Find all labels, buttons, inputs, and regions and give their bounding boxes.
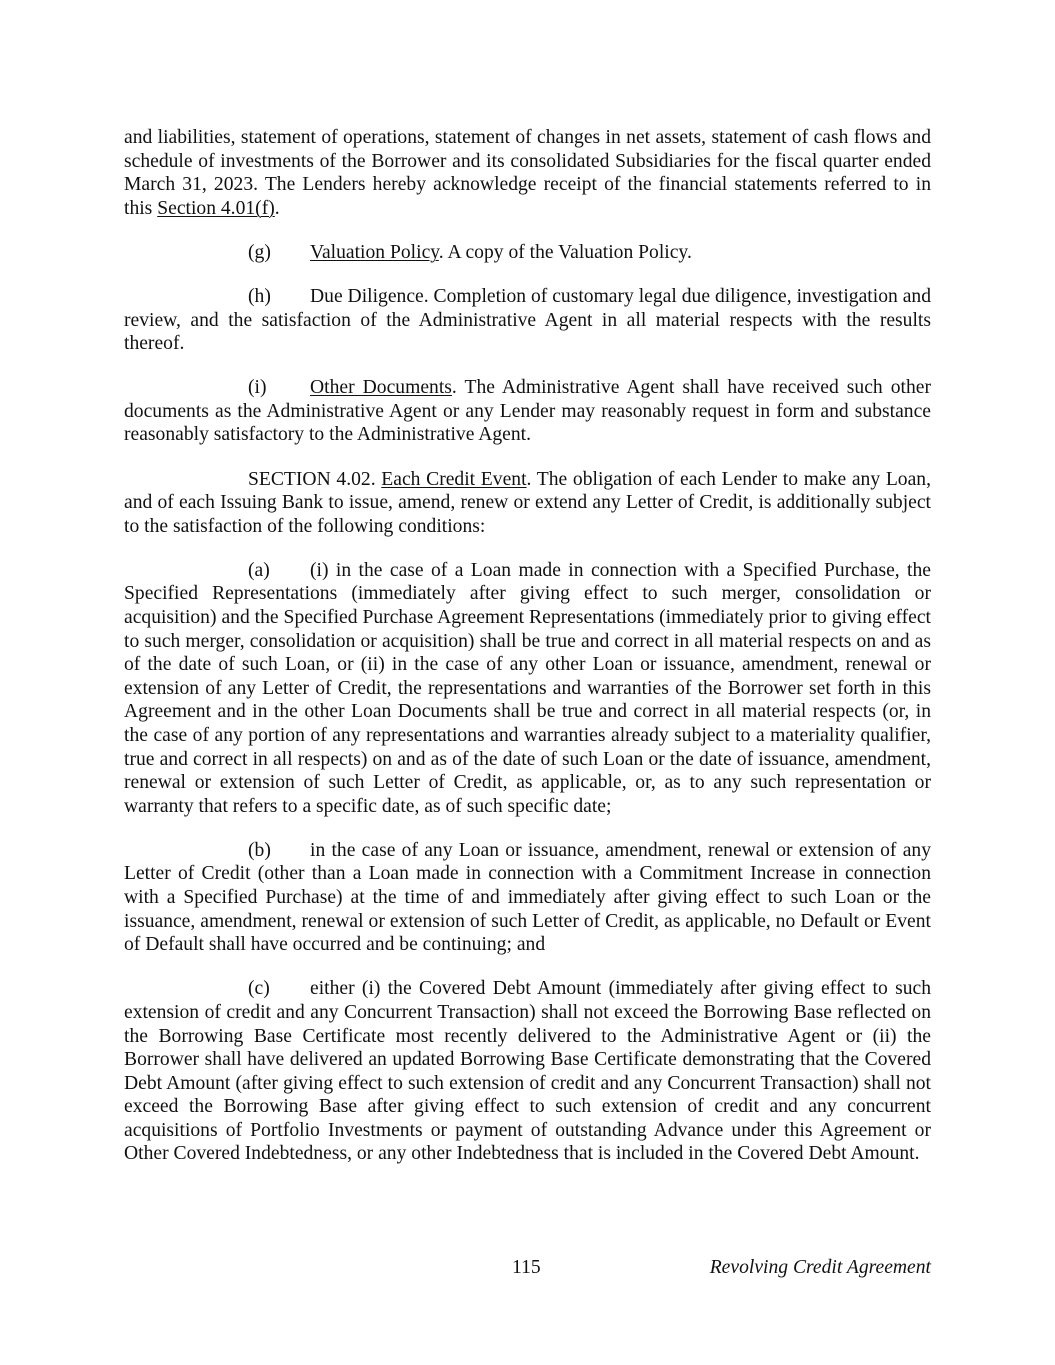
section-reference-link: Section 4.01(f) bbox=[157, 197, 275, 219]
section-heading: Each Credit Event bbox=[381, 468, 527, 490]
page-footer bbox=[124, 1256, 931, 1280]
document-title: Revolving Credit Agreement bbox=[709, 1257, 931, 1278]
section-number: SECTION 4.02. bbox=[248, 468, 382, 490]
paragraph-text: and liabilities, statement of operations, statement of changes in net assets, statement of cash flows and schedule of investments of the Borrower and its consolidated Subsidiaries for the fiscal quarter ended March 31, 2023. The Lenders hereby acknowledge receipt of the financial statements referred to in this bbox=[124, 127, 931, 219]
clause-label: (a) bbox=[248, 559, 270, 581]
clause-heading: Other Documents bbox=[310, 377, 452, 399]
clause-label: (i) bbox=[248, 377, 267, 399]
section-4-02-each-credit-event bbox=[124, 468, 931, 539]
clause-text: . A copy of the Valuation Policy. bbox=[438, 241, 692, 263]
clause-label: (g) bbox=[248, 241, 271, 263]
clause-label: (c) bbox=[248, 978, 270, 1000]
clause-heading: Valuation Policy bbox=[310, 241, 439, 263]
clause-g-valuation-policy bbox=[124, 241, 931, 265]
clause-text: in the case of any Loan or issuance, amendment, renewal or extension of any Letter of Credit (other than a Loan made in connection with a Commitment Increase in connection with a Specified Purchase) at the time of and immediately after giving effect to such Loan or the issuance, amendment, renewal or extension of such Letter of Credit, as applicable, no Default or Event of Default shall have occurred and be continuing; and bbox=[124, 839, 931, 956]
clause-h-due-diligence bbox=[124, 285, 931, 356]
clause-text: . The Administrative Agent shall have received such other documents as the Administrative Agent or any Lender may reasonably request in form and substance reasonably satisfactory to the Administrative Agent. bbox=[124, 377, 931, 446]
clause-b-no-default bbox=[124, 839, 931, 957]
clause-label: (h) bbox=[248, 285, 271, 307]
paragraph-tail: . bbox=[274, 197, 280, 219]
clause-text: Due Diligence. Completion of customary legal due diligence, investigation and review, and the satisfaction of the Administrative Agent in all material respects with the results thereof. bbox=[124, 285, 931, 355]
paragraph-financial-statements bbox=[124, 126, 931, 220]
document-page bbox=[124, 126, 931, 1187]
clause-a-representations bbox=[124, 559, 931, 819]
clause-text: (i) in the case of a Loan made in connection with a Specified Purchase, the Specified Representations (immediately after giving effect to such merger, consolidation or acquisition) and the Specified Purchase Agreement Representations (immediately prior to giving effect to such merger, consolidation or acquisition) shall be true and correct in all material respects on and as of the date of such Loan, or (ii) in the case of any other Loan or issuance, amendment, renewal or extension of any Letter of Credit, the representations and warranties of the Borrower set forth in this Agreement and in the other Loan Documents shall be true and correct in all material respects (or, in the case of any portion of any representations and warranties already subject to a materiality qualifier, true and correct in all respects) on and as of the date of such Loan or the date of issuance, amendment, renewal or extension of such Letter of Credit, as applicable, or, as to any such representation or warranty that refers to a specific date, as of such specific date; bbox=[124, 559, 931, 817]
clause-c-borrowing-base bbox=[124, 977, 931, 1166]
clause-i-other-documents bbox=[124, 376, 931, 447]
clause-label: (b) bbox=[248, 839, 271, 861]
clause-text: either (i) the Covered Debt Amount (immediately after giving effect to such extension of credit and any Concurrent Transaction) shall not exceed the Borrowing Base reflected on the Borrowing Base Certificate most recently delivered to the Administrative Agent or (ii) the Borrower shall have delivered an updated Borrowing Base Certificate demonstrating that the Covered Debt Amount (after giving effect to such extension of credit and any Concurrent Transaction) shall not exceed the Borrowing Base after giving effect to such extension of credit and any concurrent acquisitions of Portfolio Investments or payment of outstanding Advance under this Agreement or Other Covered Indebtedness, or any other Indebtedness that is included in the Covered Debt Amount. bbox=[124, 978, 931, 1165]
page-number: 115 bbox=[512, 1257, 541, 1278]
section-text: . The obligation of each Lender to make any Loan, and of each Issuing Bank to issue, amend, renew or extend any Letter of Credit, is additionally subject to the satisfaction of the following conditions: bbox=[124, 468, 931, 537]
